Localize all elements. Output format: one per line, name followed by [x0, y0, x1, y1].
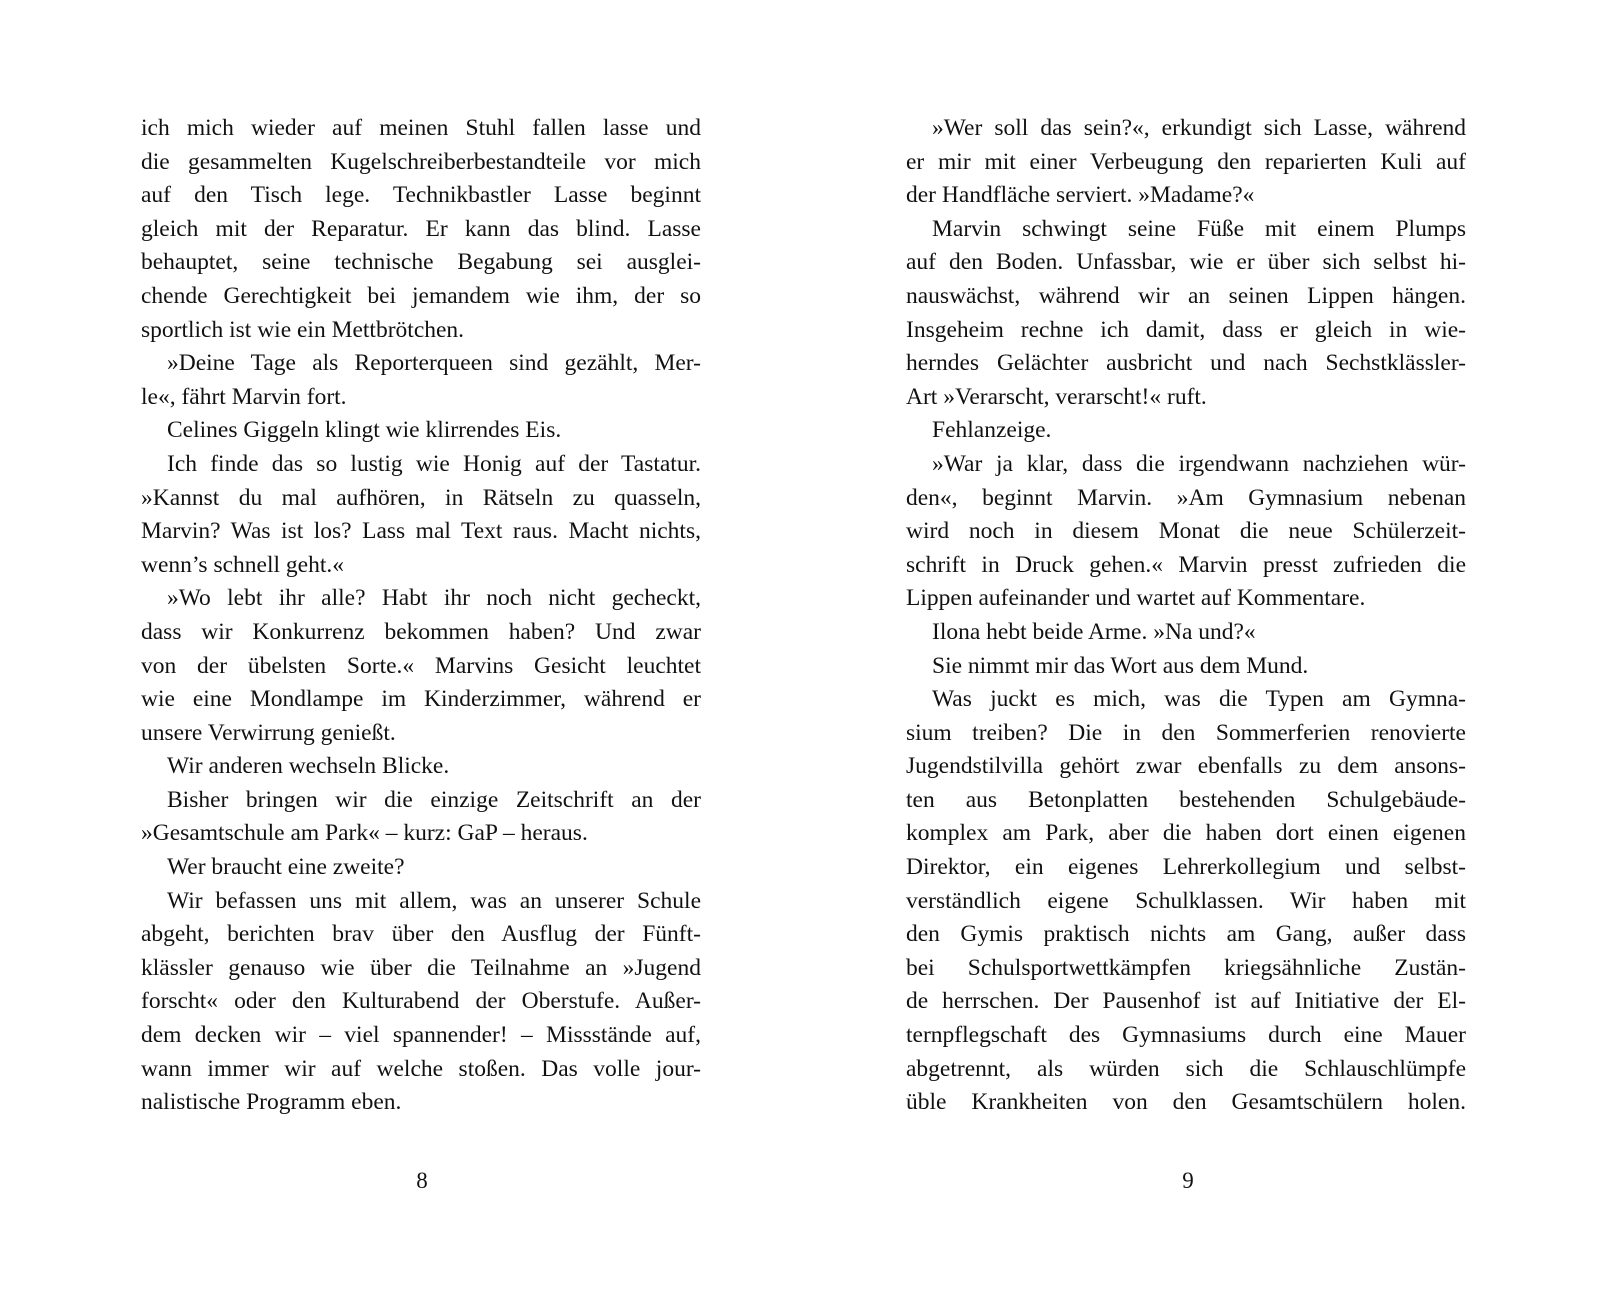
text-line: Insgeheim rechne ich damit, dass er gleich in wie- [906, 316, 1466, 343]
text-line: Direktor, ein eigenes Lehrerkollegium und selbst- [906, 854, 1466, 881]
text-line: verständlich eigene Schulklassen. Wir haben mit [906, 887, 1466, 914]
text-line: Lippen aufeinander und wartet auf Kommentare. [906, 585, 1366, 612]
page-number-left: 8 [416, 1168, 428, 1193]
text-line: Ich finde das so lustig wie Honig auf der Tastatur. [167, 450, 701, 477]
text-line: den Gymis praktisch nichts am Gang, außer dass [906, 921, 1466, 948]
text-line: der Handfläche serviert. »Madame?« [906, 182, 1255, 209]
text-line: »Wer soll das sein?«, erkundigt sich Lasse, während [932, 115, 1466, 141]
text-line: »Wo lebt ihr alle? Habt ihr noch nicht gecheckt, [167, 585, 701, 612]
text-line: Marvin? Was ist los? Lass mal Text raus. Macht nichts, [141, 518, 701, 545]
text-line: Sie nimmt mir das Wort aus dem Mund. [932, 652, 1309, 679]
text-line: le«, fährt Marvin fort. [141, 383, 347, 410]
text-line: klässler genauso wie über die Teilnahme an »Jugend [141, 954, 701, 981]
text-line: de herrschen. Der Pausenhof ist auf Initiative der El- [906, 988, 1466, 1015]
text-line: unsere Verwirrung genießt. [141, 719, 396, 746]
text-line: die gesammelten Kugelschreiberbestandteile vor mich [141, 148, 701, 175]
text-line: herndes Gelächter ausbricht und nach Sechstklässler- [906, 350, 1466, 377]
text-line: komplex am Park, aber die haben dort einen eigenen [906, 820, 1466, 847]
text-line: wann immer wir auf welche stoßen. Das volle jour- [141, 1055, 701, 1082]
text-line: Jugendstilvilla gehört zwar ebenfalls zu dem ansons- [906, 753, 1466, 780]
text-line: von der übelsten Sorte.« Marvins Gesicht leuchtet [141, 652, 701, 679]
text-line: behauptet, seine technische Begabung sei ausglei- [141, 249, 701, 276]
page-number-right: 9 [1182, 1168, 1194, 1193]
text-line: chende Gerechtigkeit bei jemandem wie ihm, der so [141, 282, 701, 309]
text-line: »War ja klar, dass die irgendwann nachziehen wür- [932, 450, 1466, 477]
text-line: ten aus Betonplatten bestehenden Schulgebäude- [906, 786, 1466, 813]
text-line: Ilona hebt beide Arme. »Na und?« [932, 618, 1256, 645]
text-line: auf den Boden. Unfassbar, wie er über sich selbst hi- [906, 249, 1466, 276]
text-line: forscht« oder den Kulturabend der Oberstufe. Außer- [141, 988, 701, 1015]
text-line: Celines Giggeln klingt wie klirrendes Eis. [167, 417, 562, 444]
text-line: abgeht, berichten brav über den Ausflug der Fünft- [141, 921, 701, 948]
text-line: wird noch in diesem Monat die neue Schülerzeit- [906, 518, 1466, 545]
text-line: Wir befassen uns mit allem, was an unserer Schule [167, 887, 701, 914]
text-line: dass wir Konkurrenz bekommen haben? Und zwar [141, 618, 701, 645]
text-line: sportlich ist wie ein Mettbrötchen. [141, 316, 465, 343]
text-line: üble Krankheiten von den Gesamtschülern holen. [906, 1089, 1466, 1116]
right-page-body [906, 112, 1466, 1120]
text-line: Art »Verarscht, verarscht!« ruft. [906, 383, 1207, 410]
text-line: auf den Tisch lege. Technikbastler Lasse beginnt [141, 182, 701, 209]
text-line: Wir anderen wechseln Blicke. [167, 753, 450, 780]
text-line: dem decken wir – viel spannender! – Missstände auf, [141, 1022, 701, 1049]
text-line: nalistische Programm eben. [141, 1089, 402, 1116]
text-line: Bisher bringen wir die einzige Zeitschrift an der [167, 786, 701, 813]
text-line: Marvin schwingt seine Füße mit einem Plumps [932, 215, 1466, 242]
text-line: nauswächst, während wir an seinen Lippen hängen. [906, 282, 1466, 309]
text-line: Wer braucht eine zweite? [167, 854, 405, 881]
text-line: er mir mit einer Verbeugung den reparierten Kuli auf [906, 148, 1466, 175]
text-line: Was juckt es mich, was die Typen am Gymna- [932, 686, 1466, 713]
text-line: schrift in Druck gehen.« Marvin presst zufrieden die [906, 551, 1466, 578]
text-line: ternpflegschaft des Gymnasiums durch eine Mauer [906, 1022, 1466, 1049]
text-line: wie eine Mondlampe im Kinderzimmer, während er [141, 686, 701, 713]
text-line: »Deine Tage als Reporterqueen sind gezählt, Mer- [167, 350, 701, 377]
text-line: abgetrennt, als würden sich die Schlauschlümpfe [906, 1055, 1466, 1082]
text-line: »Kannst du mal aufhören, in Rätseln zu quasseln, [141, 484, 701, 511]
text-line: den«, beginnt Marvin. »Am Gymnasium nebenan [906, 484, 1466, 511]
text-line: wenn’s schnell geht.« [141, 551, 344, 578]
text-line: bei Schulsportwettkämpfen kriegsähnliche Zustän- [906, 954, 1466, 981]
text-line: Fehlanzeige. [932, 417, 1052, 444]
text-line: ich mich wieder auf meinen Stuhl fallen lasse und [141, 115, 701, 141]
text-line: gleich mit der Reparatur. Er kann das blind. Lasse [141, 215, 701, 242]
text-line: sium treiben? Die in den Sommerferien renovierte [906, 719, 1466, 746]
left-page-body [141, 112, 701, 1120]
text-line: »Gesamtschule am Park« – kurz: GaP – heraus. [141, 820, 588, 847]
